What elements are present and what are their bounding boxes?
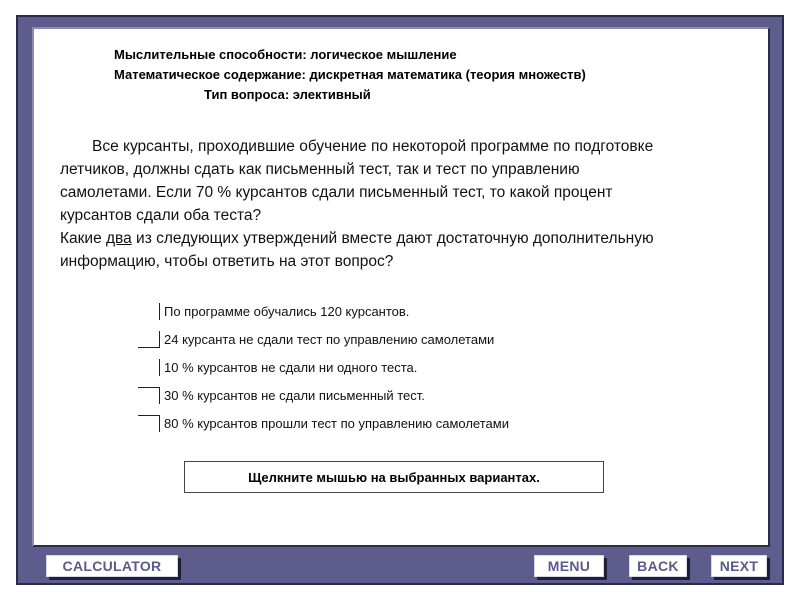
question-line: самолетами. Если 70 % курсантов сдали письменный тест, то какой процент <box>60 184 613 201</box>
content-panel <box>32 27 770 547</box>
instruction-box: Щелкните мышью на выбранных вариантах. <box>184 461 604 493</box>
answer-option-4[interactable] <box>138 387 425 404</box>
question-line: летчиков, должны сдать как письменный тест, так и тест по управлению <box>60 161 580 178</box>
answer-option-5[interactable] <box>138 415 509 432</box>
answer-option-2[interactable] <box>138 331 494 348</box>
option-checkbox[interactable] <box>158 359 160 376</box>
calculator-button[interactable]: CALCULATOR <box>46 555 178 577</box>
question-text <box>60 135 760 273</box>
question-text-part: из следующих утверждений вместе дают достаточную дополнительную <box>131 230 654 247</box>
answer-option-3[interactable] <box>158 359 417 376</box>
back-button[interactable]: BACK <box>629 555 687 577</box>
thinking-skill-label: Мыслительные способности: логическое мышление <box>114 47 457 62</box>
option-label: 80 % курсантов прошли тест по управлению самолетами <box>164 416 509 431</box>
question-line: курсантов сдали оба теста? <box>60 207 262 224</box>
window-frame <box>16 15 784 585</box>
emphasized-word: два <box>106 230 132 247</box>
option-label: 30 % курсантов не сдали письменный тест. <box>164 388 425 403</box>
math-content-label: Математическое содержание: дискретная математика (теория множеств) <box>114 67 586 82</box>
question-line: Все курсанты, проходившие обучение по некоторой программе по подготовке <box>92 138 654 155</box>
option-checkbox[interactable] <box>138 331 160 348</box>
option-label: 24 курсанта не сдали тест по управлению самолетами <box>164 332 495 347</box>
question-text-part: Какие <box>60 230 107 247</box>
question-line <box>60 227 760 250</box>
option-label: По программе обучались 120 курсантов. <box>164 304 410 319</box>
option-label: 10 % курсантов не сдали ни одного теста. <box>164 360 418 375</box>
question-type-label: Тип вопроса: элективный <box>204 87 371 102</box>
menu-button[interactable]: MENU <box>534 555 604 577</box>
option-checkbox[interactable] <box>138 387 160 404</box>
option-checkbox[interactable] <box>138 415 160 432</box>
next-button[interactable]: NEXT <box>711 555 767 577</box>
answer-option-1[interactable] <box>158 303 409 320</box>
question-line: информацию, чтобы ответить на этот вопрос? <box>60 253 394 270</box>
option-checkbox[interactable] <box>158 303 160 320</box>
